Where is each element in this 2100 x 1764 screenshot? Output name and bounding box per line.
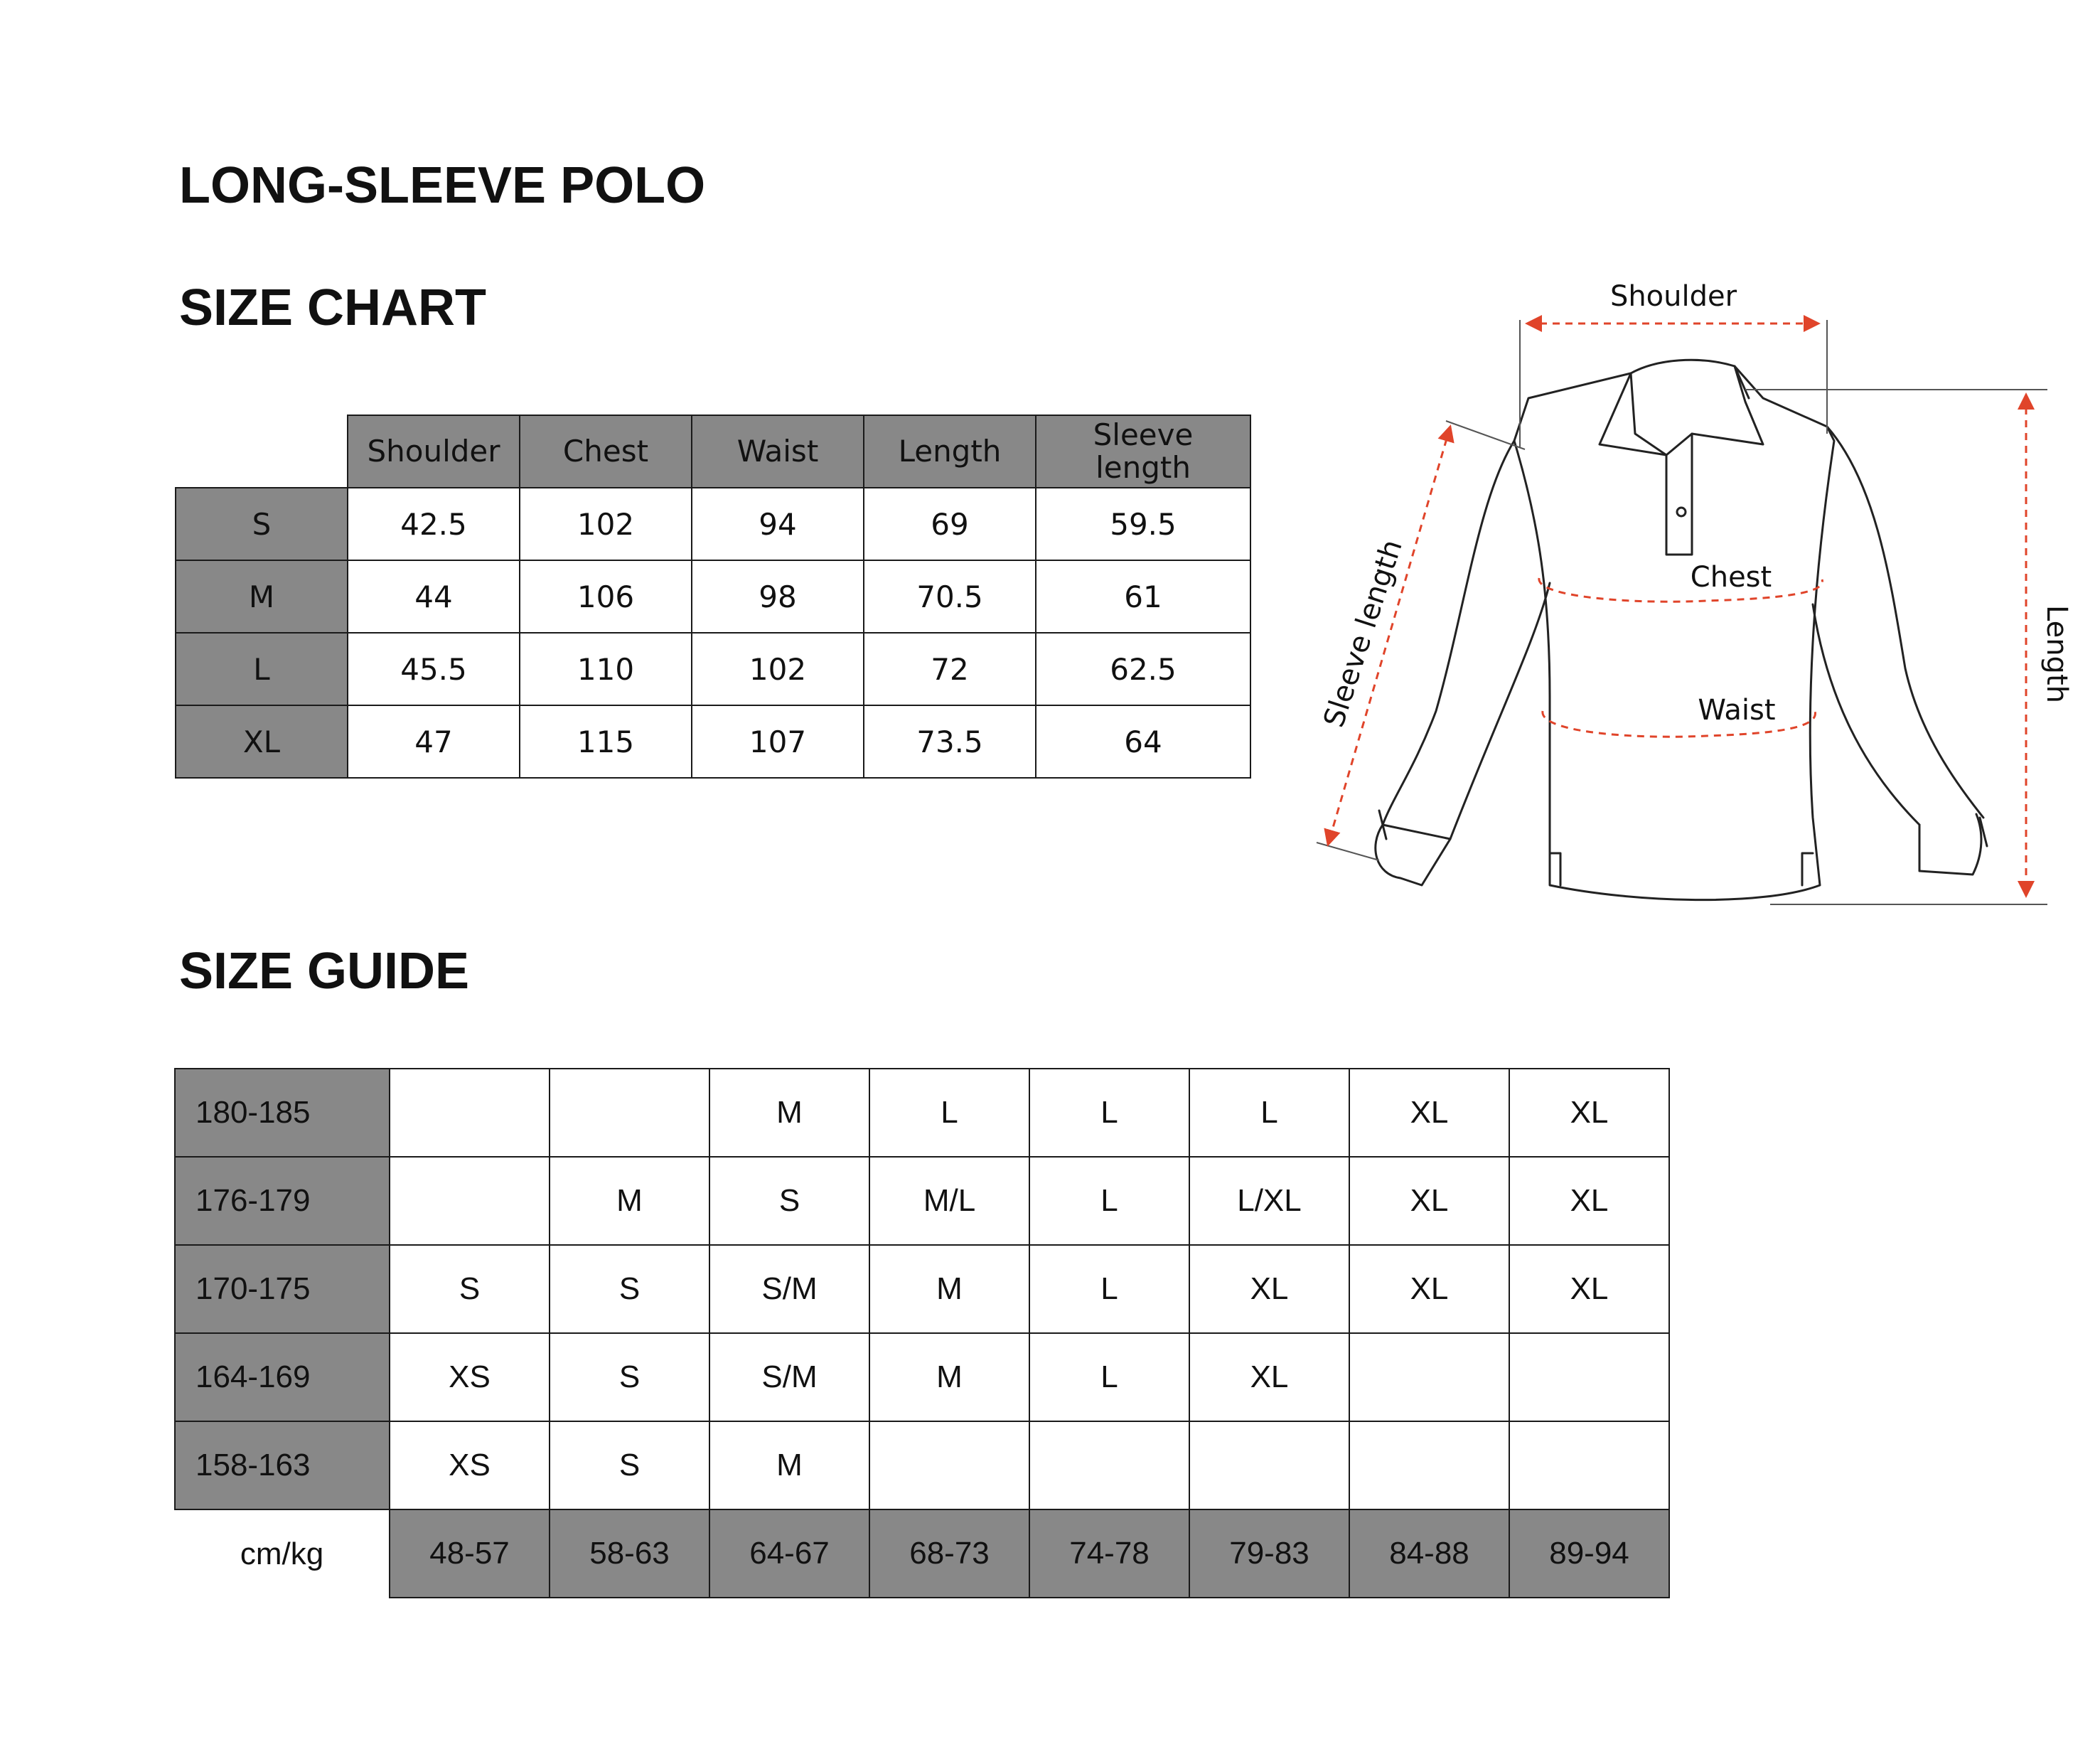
height-label: 180-185 xyxy=(175,1069,390,1157)
table-cell: L xyxy=(869,1069,1029,1157)
table-cell: 72 xyxy=(864,633,1036,705)
table-cell xyxy=(1509,1333,1669,1421)
table-cell: XL xyxy=(1509,1069,1669,1157)
table-cell: 70.5 xyxy=(864,560,1036,633)
size-label: M xyxy=(176,560,348,633)
size-guide-heading: SIZE GUIDE xyxy=(179,943,470,1000)
table-cell: M xyxy=(709,1069,869,1157)
table-cell: L xyxy=(1029,1157,1189,1245)
table-cell: M xyxy=(550,1157,709,1245)
height-label: 164-169 xyxy=(175,1333,390,1421)
weight-label: 89-94 xyxy=(1509,1509,1669,1598)
page-title: LONG-SLEEVE POLO xyxy=(179,157,706,214)
table-cell xyxy=(390,1069,550,1157)
table-cell: 102 xyxy=(692,633,864,705)
table-cell: XL xyxy=(1189,1333,1349,1421)
table-cell xyxy=(1509,1421,1669,1509)
table-cell: 102 xyxy=(520,488,692,560)
height-label: 170-175 xyxy=(175,1245,390,1333)
size-label: L xyxy=(176,633,348,705)
table-cell: 69 xyxy=(864,488,1036,560)
table-cell: M/L xyxy=(869,1157,1029,1245)
table-cell: XS xyxy=(390,1333,550,1421)
table-cell: L xyxy=(1029,1069,1189,1157)
table-cell xyxy=(1029,1421,1189,1509)
table-cell: S xyxy=(709,1157,869,1245)
table-cell: 62.5 xyxy=(1036,633,1250,705)
table-cell: M xyxy=(869,1333,1029,1421)
table-cell: 115 xyxy=(520,705,692,778)
table-cell: 45.5 xyxy=(348,633,520,705)
table-cell xyxy=(1349,1333,1509,1421)
table-cell: S xyxy=(550,1333,709,1421)
table-cell: 73.5 xyxy=(864,705,1036,778)
table-cell: L xyxy=(1029,1333,1189,1421)
waist-label: Waist xyxy=(1698,694,1776,727)
table-cell: 61 xyxy=(1036,560,1250,633)
size-label: XL xyxy=(176,705,348,778)
weight-label: 58-63 xyxy=(550,1509,709,1598)
table-cell: L xyxy=(1029,1245,1189,1333)
measurement-guides xyxy=(1317,320,2047,904)
column-header: Shoulder xyxy=(348,415,520,488)
table-cell xyxy=(550,1069,709,1157)
table-cell: XL xyxy=(1189,1245,1349,1333)
sleeve-length-label: Sleeve length xyxy=(1317,535,1409,732)
unit-label: cm/kg xyxy=(240,1536,324,1571)
table-row xyxy=(175,1245,1669,1333)
chest-dashed-curve xyxy=(1539,578,1823,602)
table-row xyxy=(175,1157,1669,1245)
table-row xyxy=(175,1069,1669,1157)
length-label: Length xyxy=(2040,605,2073,703)
weight-label: 64-67 xyxy=(709,1509,869,1598)
weight-label: 74-78 xyxy=(1029,1509,1189,1598)
table-cell: L/XL xyxy=(1189,1157,1349,1245)
table-cell: S/M xyxy=(709,1245,869,1333)
table-cell xyxy=(869,1421,1029,1509)
table-row xyxy=(175,1421,1669,1509)
table-cell: 44 xyxy=(348,560,520,633)
table-cell xyxy=(390,1157,550,1245)
table-cell: XL xyxy=(1349,1157,1509,1245)
chest-label: Chest xyxy=(1690,561,1772,594)
height-label: 158-163 xyxy=(175,1421,390,1509)
table-cell: S xyxy=(550,1421,709,1509)
column-header: Waist xyxy=(692,415,864,488)
weight-label: 79-83 xyxy=(1189,1509,1349,1598)
table-cell: 107 xyxy=(692,705,864,778)
size-guide-table xyxy=(174,1068,1670,1598)
measurement-arrows xyxy=(1328,324,2026,896)
shoulder-label: Shoulder xyxy=(1609,280,1737,313)
table-cell: 94 xyxy=(692,488,864,560)
table-cell: S/M xyxy=(709,1333,869,1421)
table-row xyxy=(175,1333,1669,1421)
size-chart-heading: SIZE CHART xyxy=(179,279,486,336)
table-cell: XL xyxy=(1509,1245,1669,1333)
table-cell: XS xyxy=(390,1421,550,1509)
table-cell: 42.5 xyxy=(348,488,520,560)
table-cell: S xyxy=(390,1245,550,1333)
table-cell xyxy=(1349,1421,1509,1509)
table-cell: 64 xyxy=(1036,705,1250,778)
table-cell: 59.5 xyxy=(1036,488,1250,560)
table-cell: 47 xyxy=(348,705,520,778)
table-cell: XL xyxy=(1349,1069,1509,1157)
table-cell: M xyxy=(709,1421,869,1509)
size-label: S xyxy=(176,488,348,560)
weight-label: 68-73 xyxy=(869,1509,1029,1598)
weight-label: 84-88 xyxy=(1349,1509,1509,1598)
weight-row xyxy=(175,1509,1669,1598)
polo-shirt-outline xyxy=(1376,360,1987,899)
table-cell: 106 xyxy=(520,560,692,633)
table-cell: M xyxy=(869,1245,1029,1333)
table-cell xyxy=(1189,1421,1349,1509)
height-label: 176-179 xyxy=(175,1157,390,1245)
column-header: Sleeve length xyxy=(1036,415,1250,488)
column-header: Length xyxy=(864,415,1036,488)
table-cell: XL xyxy=(1349,1245,1509,1333)
table-cell: 110 xyxy=(520,633,692,705)
table-cell: S xyxy=(550,1245,709,1333)
table-cell: 98 xyxy=(692,560,864,633)
column-header: Chest xyxy=(520,415,692,488)
table-cell: L xyxy=(1189,1069,1349,1157)
table-cell: XL xyxy=(1509,1157,1669,1245)
weight-label: 48-57 xyxy=(390,1509,550,1598)
